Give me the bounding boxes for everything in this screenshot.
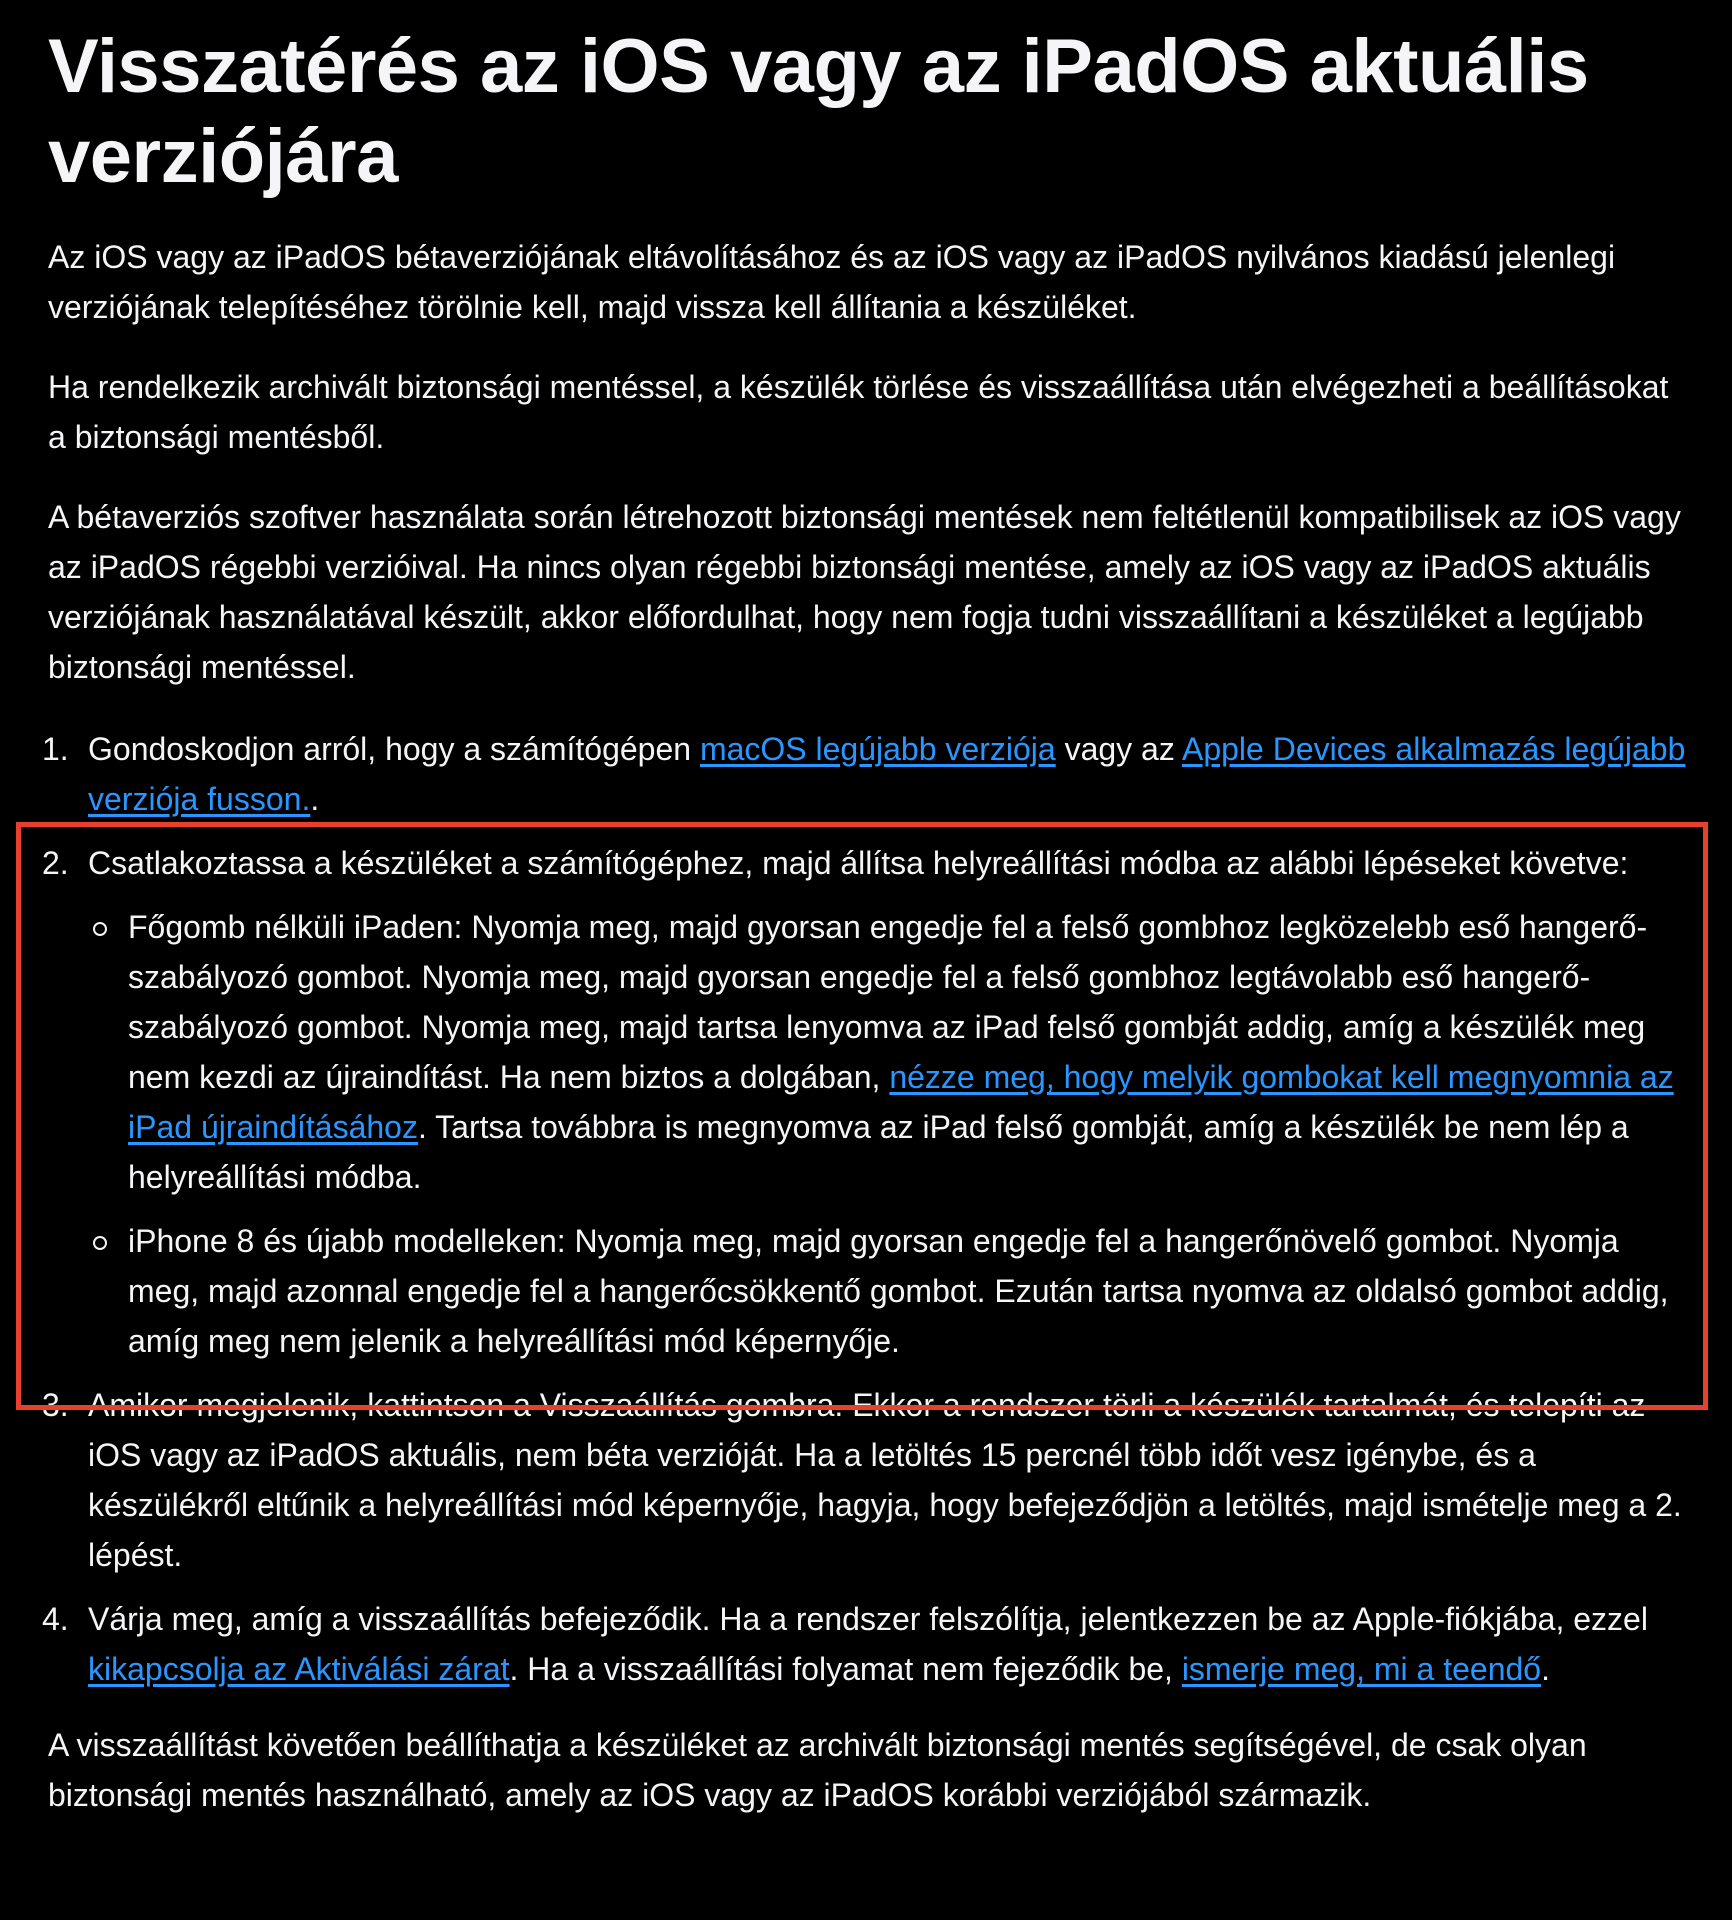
macos-latest-link[interactable]: macOS legújabb verziója [699,731,1056,767]
intro-paragraph-2: Ha rendelkezik archivált biztonsági mentéssel, a készülék törlése és visszaállítása után elvégezheti a beállításokat a biztonsági mentésből. [48,369,1669,455]
step-4 [42,1594,1688,1694]
step-text: . [310,781,320,817]
circle-bullet-icon [93,1236,107,1250]
activation-lock-link[interactable]: kikapcsolja az Aktiválási zárat [88,1651,510,1687]
sub-steps-list [88,902,1688,1366]
step-text: vagy az [1055,731,1182,767]
apple-devices-app-link[interactable]: Apple Devices alkalmazás legújabb verziója fusson. [88,731,1686,817]
step-number: 4. [42,1601,69,1637]
circle-bullet-icon [93,922,107,936]
step-text: Gondoskodjon arról, hogy a számítógépen [88,731,700,767]
step-text: . [1541,1651,1550,1687]
sub-step-text: Főgomb nélküli iPaden: Nyomja meg, majd gyorsan engedje fel a felső gombhoz legközelebb eső hangerő-szabályozó gombot. Nyomja meg, majd gyorsan engedje fel a felső gombhoz legtávolabb eső hangerő-szabályozó gombot. Nyomja meg, majd tartsa lenyomva az iPad felső gombját addig, amíg a készülék meg nem kezdi az újraindítást. Ha nem biztos a dolgában, [128,909,1648,1095]
article [42,22,1688,1850]
sub-step-iphone [88,1216,1688,1366]
step-1 [42,724,1688,824]
sub-step-ipad [88,902,1688,1202]
what-to-do-link[interactable]: ismerje meg, mi a teendő [1181,1651,1542,1687]
sub-step-text: . Tartsa továbbra is megnyomva az iPad felső gombját, amíg a készülék be nem lép a helyreállítási módba. [128,1109,1629,1195]
step-2 [42,838,1688,1366]
steps-list [42,724,1688,1694]
intro-paragraph-1: Az iOS vagy az iPadOS bétaverziójának eltávolításához és az iOS vagy az iPadOS nyilvános kiadású jelenlegi verziójának telepítéséhez törölnie kell, majd vissza kell állítania a készüléket. [48,239,1616,325]
page-title: Visszatérés az iOS vagy az iPadOS aktuális verziójára [48,24,1589,199]
ipad-restart-buttons-link[interactable]: nézze meg, hogy melyik gombokat kell megnyomnia az iPad újraindításához [128,1059,1674,1145]
step-number: 3. [42,1387,69,1423]
step-text: . Ha a visszaállítási folyamat nem fejeződik be, [509,1651,1182,1687]
sub-step-text: iPhone 8 és újabb modelleken: Nyomja meg, majd gyorsan engedje fel a hangerőnövelő gombot. Nyomja meg, majd azonnal engedje fel a hangerőcsökkentő gombot. Ezután tartsa nyomva az oldalsó gombot addig, amíg meg nem jelenik a helyreállítási mód képernyője. [128,1223,1669,1359]
step-3 [42,1380,1688,1580]
closing-paragraph: A visszaállítást követően beállíthatja a készüléket az archivált biztonsági mentés segítségével, de csak olyan biztonsági mentés használható, amely az iOS vagy az iPadOS korábbi verziójából származik. [48,1727,1587,1813]
intro-paragraph-3: A bétaverziós szoftver használata során létrehozott biztonsági mentések nem feltétlenül kompatibilisek az iOS vagy az iPadOS régebbi verzióival. Ha nincs olyan régebbi biztonsági mentése, amely az iOS vagy az iPadOS aktuális verziójának használatával készült, akkor előfordulhat, hogy nem fogja tudni visszaállítani a készüléket a legújabb biztonsági mentéssel. [48,499,1681,685]
step-number: 1. [42,731,69,767]
step-text: Várja meg, amíg a visszaállítás befejeződik. Ha a rendszer felszólítja, jelentkezzen be az Apple-fiókjába, ezzel [88,1601,1648,1637]
step-text: Amikor megjelenik, kattintson a Visszaállítás gombra. Ekkor a rendszer törli a készülék tartalmát, és telepíti az iOS vagy az iPadOS aktuális, nem béta verzióját. Ha a letöltés 15 percnél több időt vesz igénybe, és a készülékről eltűnik a helyreállítási mód képernyője, hagyja, hogy befejeződjön a letöltés, majd ismételje meg a 2. lépést. [88,1387,1682,1573]
step-number: 2. [42,845,69,881]
step-text: Csatlakoztassa a készüléket a számítógéphez, majd állítsa helyreállítási módba az alábbi lépéseket követve: [88,845,1629,881]
